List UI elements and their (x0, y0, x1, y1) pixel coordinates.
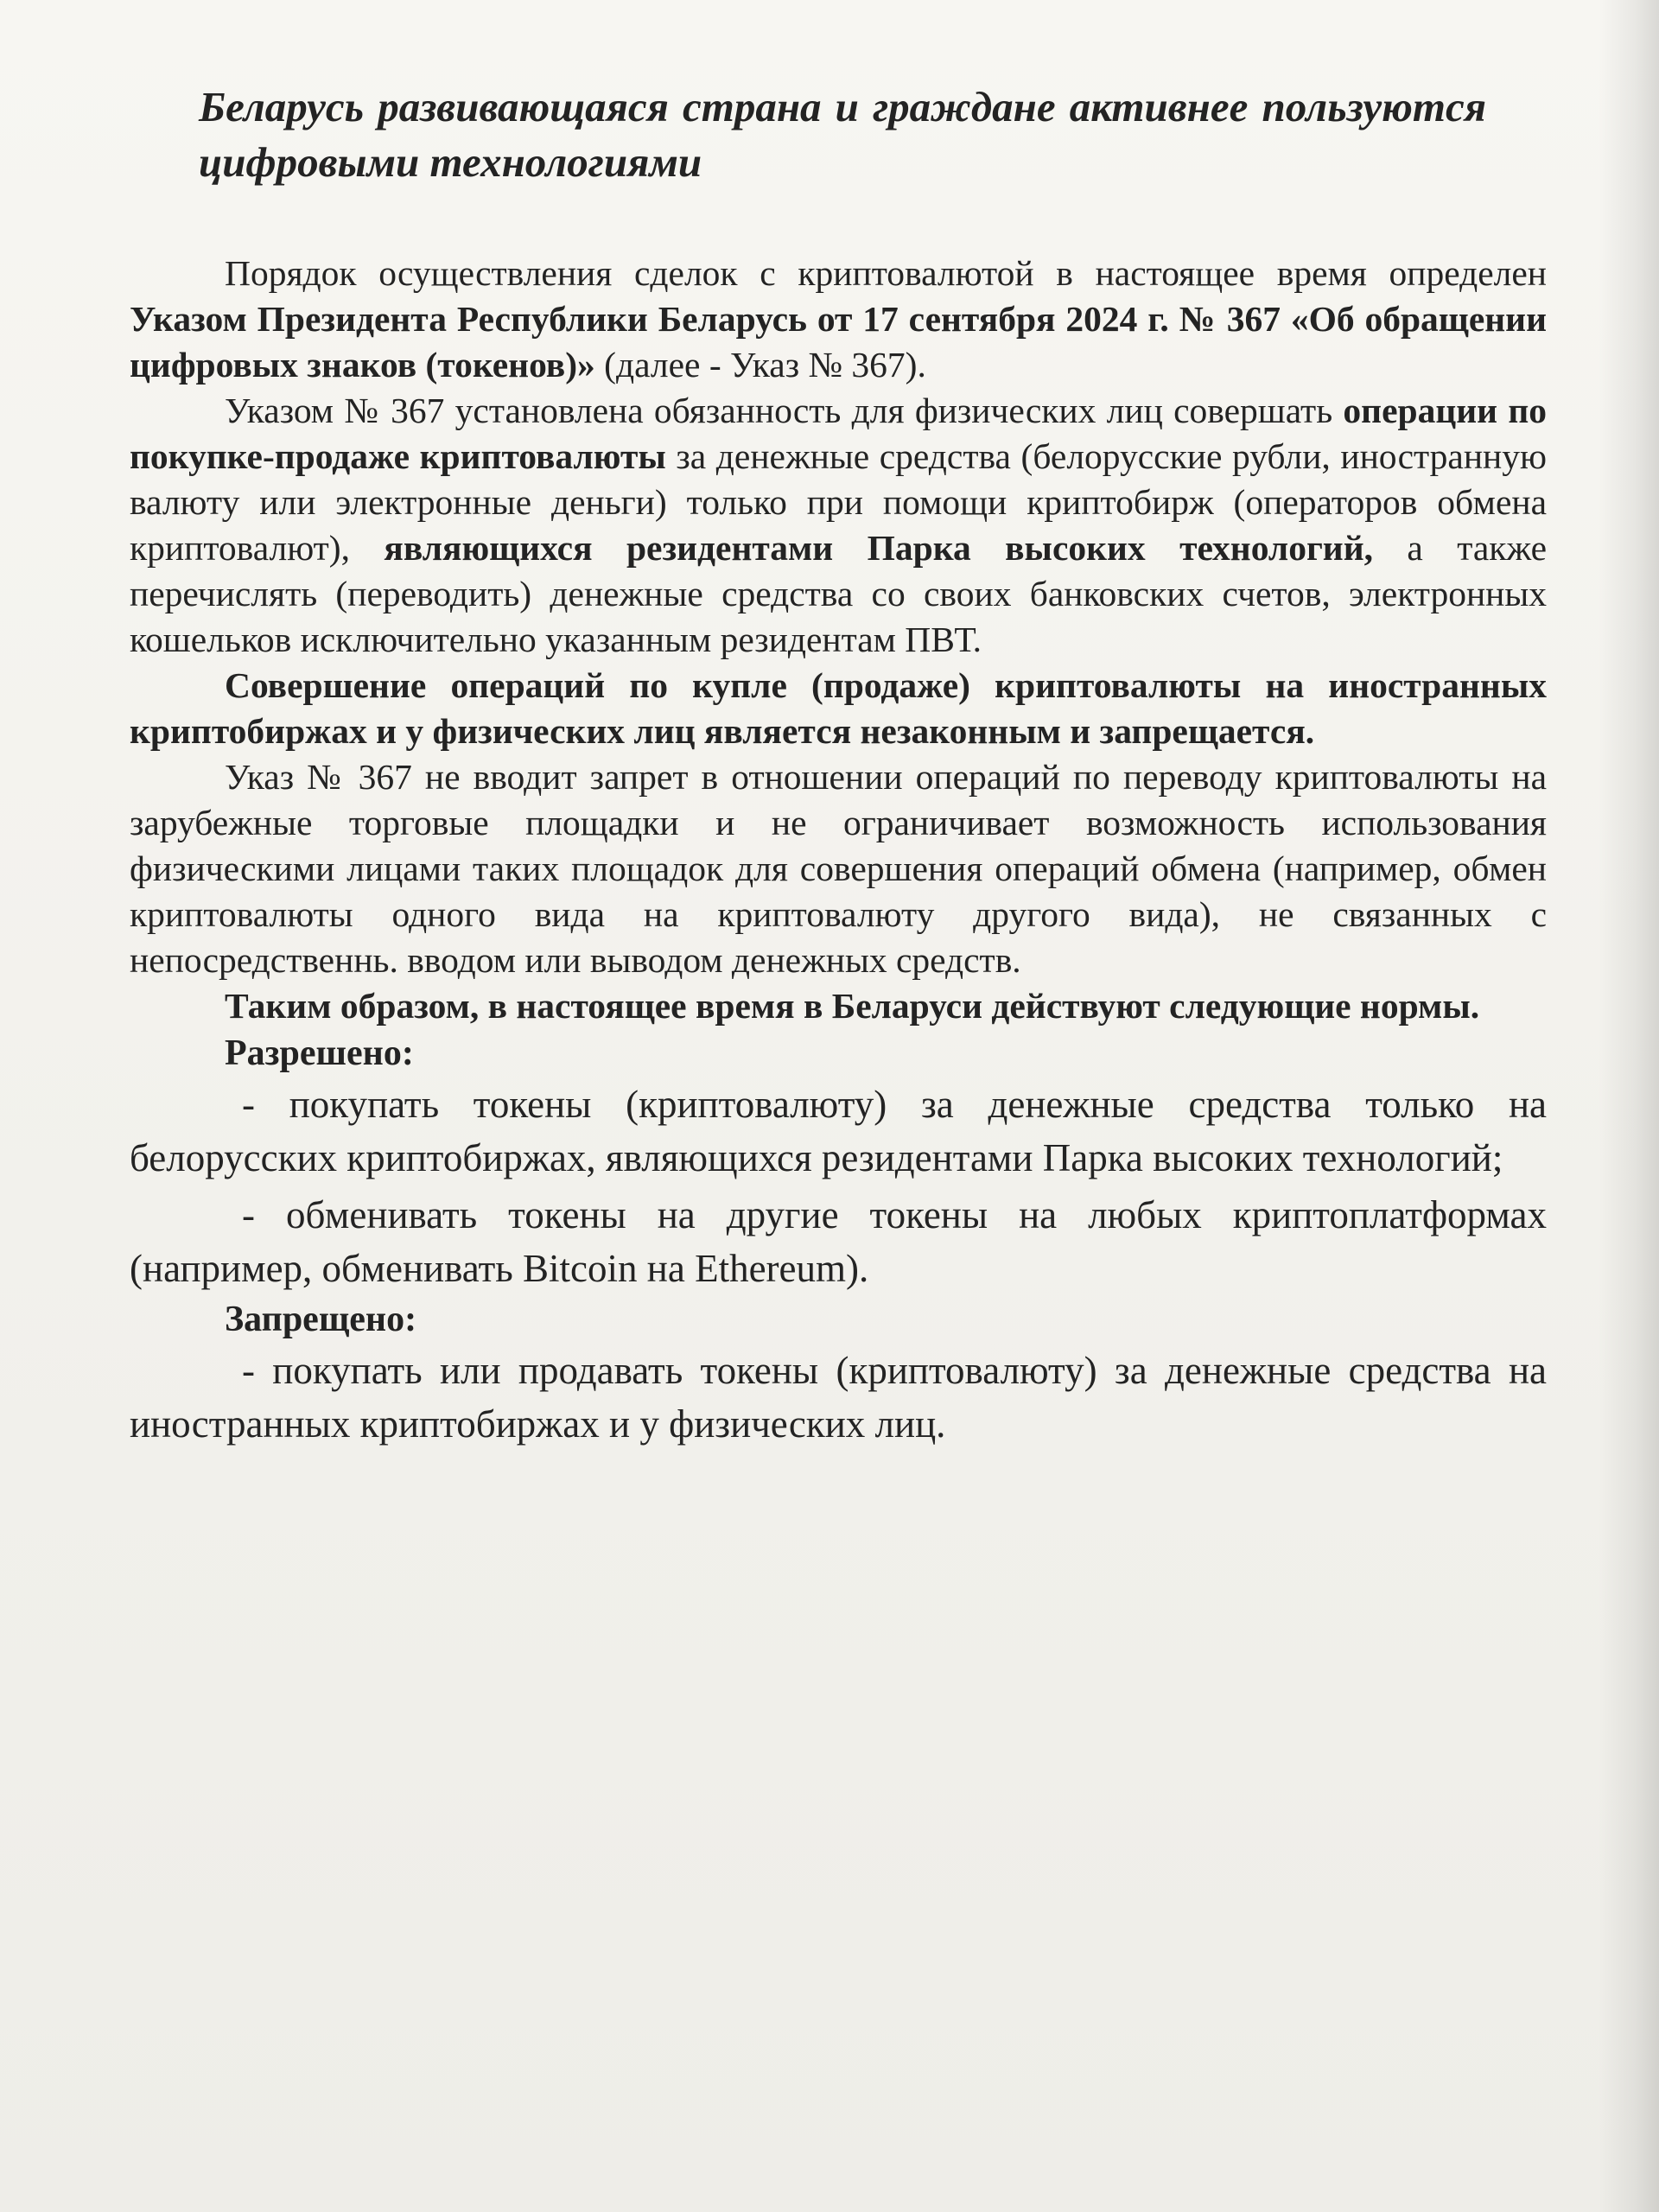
obligations-bold-2: являющихся резидентами Парка высоких технологий, (384, 528, 1373, 568)
forbidden-item: - покупать или продавать токены (криптовалюту) за денежные средства на иностранных криптобиржах и у физических лиц. (130, 1349, 1547, 1446)
allowed-item: - обменивать токены на другие токены на любых криптоплатформах (например, обменивать Bitcoin на Ethereum). (130, 1193, 1547, 1290)
obligations-text-1: Указом № 367 установлена обязанность для физических лиц совершать (225, 391, 1344, 430)
paper-shadow-edge (1599, 0, 1659, 2212)
decree-reference: Указом Президента Республики Беларусь от 17 сентября 2024 г. № 367 «Об обращении цифровых знаков (токенов)» (130, 299, 1547, 385)
paragraph-conclusion (130, 983, 1547, 1029)
obligations-bold-1: операции по покупке-продаже криптовалюты (130, 391, 1547, 476)
decree-abbreviation: (далее - Указ № 367). (594, 345, 926, 385)
illegal-operations-statement: Совершение операций по купле (продаже) криптовалюты на иностранных криптобиржах и у физических лиц является незаконным и запрещается. (130, 665, 1547, 751)
forbidden-heading: Запрещено: (225, 1300, 417, 1339)
paragraph-decree-text: Порядок осуществления сделок с криптовалютой в настоящее время определен (225, 253, 1547, 293)
paragraph-illegal (130, 663, 1547, 754)
obligations-text-3: а также перечислять (переводить) денежные средства со своих банковских счетов, электронных кошельков исключительно указанным резидентам ПВТ. (130, 528, 1547, 659)
paragraph-decree (130, 251, 1547, 388)
conclusion-statement: Таким образом, в настоящее время в Беларуси действуют следующие нормы. (225, 986, 1480, 1026)
allowed-item: - покупать токены (криптовалюту) за денежные средства только на белорусских криптобиржах, являющихся резидентами Парка высоких технологий; (130, 1083, 1547, 1179)
document-body (130, 79, 1547, 1451)
document-title: Беларусь развивающаяся страна и граждане активнее пользуются цифровыми технологиями (199, 83, 1486, 186)
obligations-text-2: за денежные средства (белорусские рубли, иностранную валюту или электронные деньги) только при помощи криптобирж (операторов обмена криптовалют), (130, 436, 1547, 568)
paragraph-obligations (130, 388, 1547, 663)
allowed-heading: Разрешено: (225, 1033, 414, 1073)
paragraph-no-ban: Указ № 367 не вводит запрет в отношении операций по переводу криптовалюты на зарубежные торговые площадки и не ограничивает возможность использования физическими лицами таких площадок для совершения операций обмена (например, обмен криптовалюты одного вида на криптовалюту другого вида), не связанных с непосредственнь. вводом или выводом денежных средств. (130, 757, 1547, 980)
